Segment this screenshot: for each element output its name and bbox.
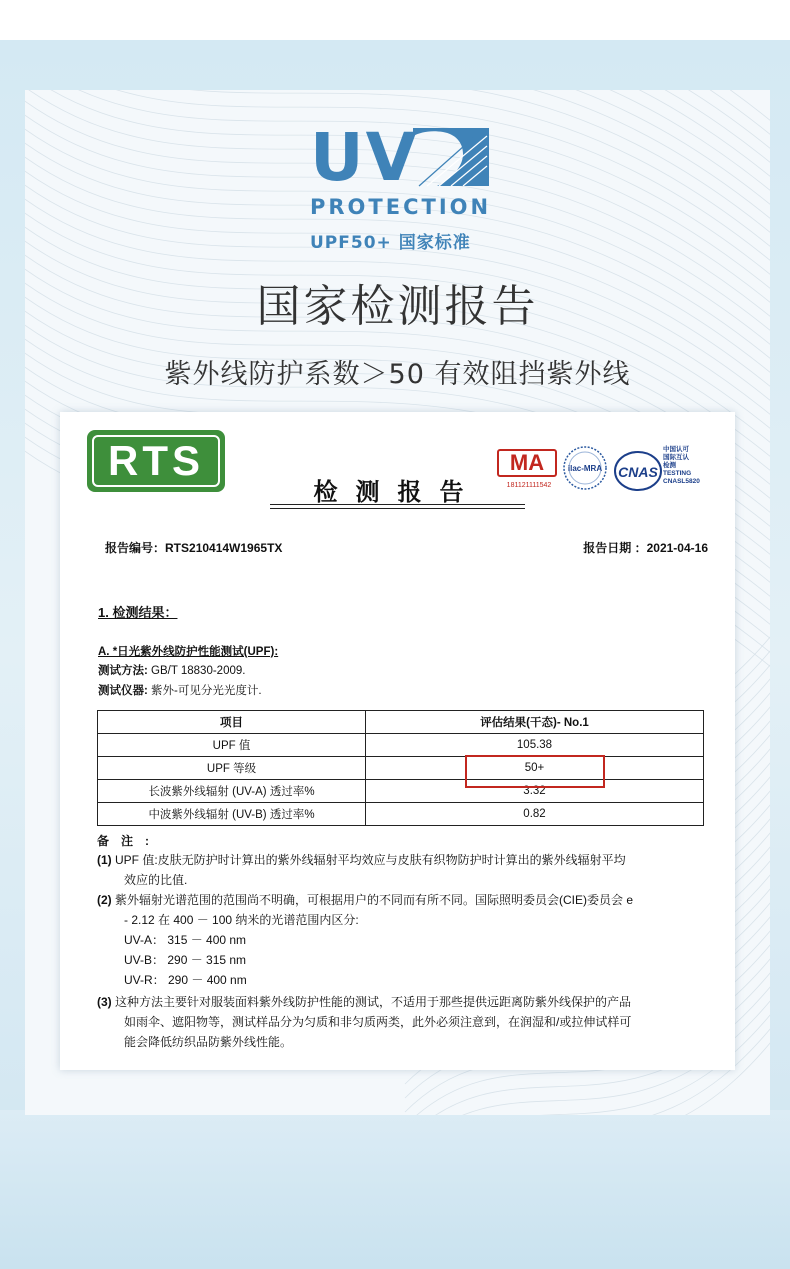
protection-text: PROTECTION: [310, 195, 492, 219]
table-cell: UPF 值: [98, 734, 366, 757]
note-2: (2) 紫外辐射光谱范围的范围尚不明确，可根据用户的不同而有所不同。国际照明委员会(CIE)委员会 e - 2.12 在 400 － 100 纳米的光谱范围内区分: UV-A： 315 － 400 nm UV-B： 290 － 315 nm UV-R： 290 － 400 nm: [97, 893, 634, 987]
table-header-row: [98, 711, 704, 734]
table-row: [98, 780, 704, 803]
title-underline-2: [270, 508, 525, 509]
table-header: 评估结果(干态)- No.1: [366, 711, 704, 734]
test-instrument: 测试仪器: 紫外-可见分光光度计.: [98, 685, 262, 697]
report-title: 检测报告: [313, 477, 482, 506]
rts-logo: [87, 430, 225, 492]
uv-logo-text: UV: [310, 119, 419, 196]
page-title: 国家检测报告: [256, 281, 539, 332]
table-cell: 中波紫外线辐射 (UV-B) 透过率%: [98, 803, 366, 826]
note-3: (3) 这种方法主要针对服装面料紫外线防护性能的测试，不适用于那些提供远距离防紫外线保护的产品 如雨伞、遮阳物等，测试样品分为匀质和非匀质两类，此外必须注意到，在润湿和/或拉伸试样可 能会降低纺织品防紫外线性能。: [97, 995, 632, 1049]
notes-title: 备注:: [97, 834, 161, 848]
ilac-mra-icon: [562, 445, 608, 491]
table-cell: 0.82: [366, 803, 704, 826]
table-cell: UPF 等级: [98, 757, 366, 780]
table-cell: 3.32: [366, 780, 704, 803]
subsection-title: A. *日光紫外线防护性能测试(UPF):: [98, 646, 279, 658]
uv-protection-logo: [310, 119, 492, 255]
test-report-document: [60, 412, 735, 1070]
table-row: [98, 734, 704, 757]
upf-grade-highlight: [465, 755, 605, 788]
section-title: 1. 检测结果：: [98, 605, 178, 620]
test-method: 测试方法: GB/T 18830-2009.: [98, 665, 246, 677]
title-underline: [270, 504, 525, 505]
bottom-background: [0, 1110, 790, 1269]
rts-logo-text: RTS: [92, 435, 220, 487]
table-header: 项目: [98, 711, 366, 734]
note-1: (1) UPF 值:皮肤无防护时计算出的紫外线辐射平均效应与皮肤有织物防护时计算出的紫外线辐射平均 效应的比值.: [97, 853, 626, 887]
uv-shield-icon: [413, 128, 491, 188]
ilac-mra-text: ilac-MRA: [567, 464, 603, 473]
table-cell: 长波紫外线辐射 (UV-A) 透过率%: [98, 780, 366, 803]
table-row: [98, 757, 704, 780]
report-date: 报告日期 ：2021-04-16: [583, 541, 708, 555]
page-subtitle: 紫外线防护系数＞50 有效阻挡紫外线: [164, 359, 631, 390]
cnas-text: CNAS: [618, 464, 658, 480]
report-number: 报告编号：RTS210414W1965TX: [105, 541, 283, 555]
table-cell: 105.38: [366, 734, 704, 757]
cma-number: 181121111542: [506, 482, 552, 489]
cnas-icon: [613, 450, 663, 492]
results-table: [97, 710, 704, 826]
table-cell: 50+: [366, 757, 704, 780]
cma-logo: MA: [497, 449, 557, 477]
table-row: [98, 803, 704, 826]
upf-standard-text: UPF50+ 国家标准: [310, 233, 471, 253]
cnas-caption: 中国认可 国际互认 检测 TESTING CNASL5820: [663, 446, 700, 485]
